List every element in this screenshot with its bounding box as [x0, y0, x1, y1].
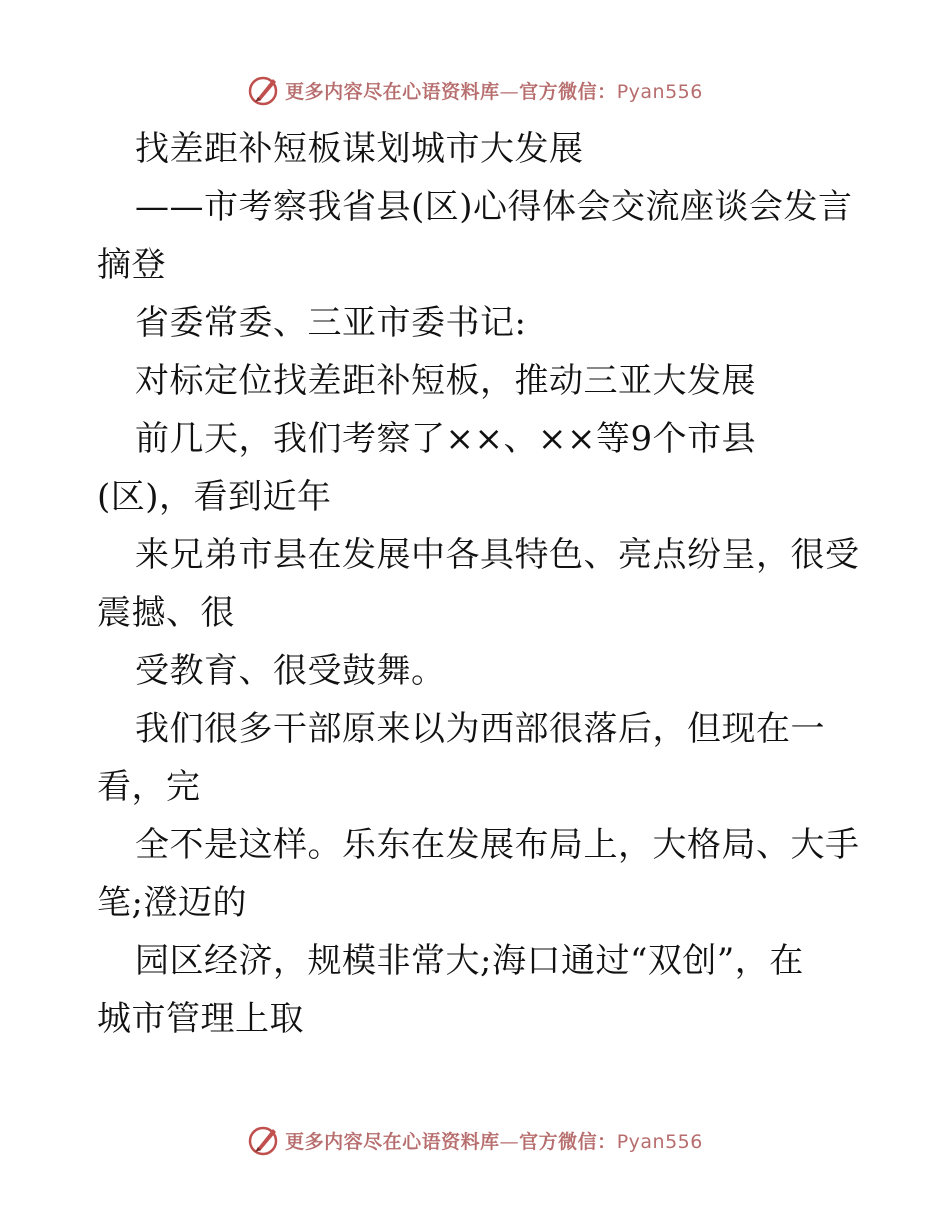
banner-site-text: 更多内容尽在心语资料库	[285, 80, 500, 103]
banner-wechat-label: 官方微信：	[519, 1130, 617, 1153]
document-title: 找差距补短板谋划城市大发展	[135, 129, 584, 169]
paragraph-line: 全不是这样。乐东在发展布局上，大格局、大手	[135, 825, 860, 865]
footer-banner	[0, 1120, 950, 1160]
paragraph-line: 摘登	[97, 245, 166, 285]
paragraph-line: 我们很多干部原来以为西部很落后，但现在一	[135, 709, 825, 749]
document-body	[97, 120, 860, 1048]
banner-site-text: 更多内容尽在心语资料库	[285, 1130, 500, 1153]
paragraph-line: 受教育、很受鼓舞。	[135, 651, 446, 691]
paragraph-line: 看，完	[97, 767, 201, 807]
paragraph-line: 前几天，我们考察了××、××等9个市县	[135, 419, 757, 459]
banner-wechat-label: 官方微信：	[519, 80, 617, 103]
document-subtitle: ——市考察我省县(区)心得体会交流座谈会发言	[135, 187, 853, 227]
banner-wechat-id: Pyan556	[616, 80, 703, 103]
quill-pen-logo-icon	[247, 73, 281, 107]
banner-text	[285, 1127, 703, 1154]
paragraph-line: (区)，看到近年	[97, 477, 332, 517]
banner-wechat-id: Pyan556	[616, 1130, 703, 1153]
paragraph-line: 震撼、很	[97, 593, 235, 633]
banner-separator: —	[499, 1130, 520, 1153]
paragraph-line: 城市管理上取	[97, 999, 304, 1039]
quill-pen-logo-icon	[247, 1123, 281, 1157]
section-heading: 对标定位找差距补短板，推动三亚大发展	[135, 361, 756, 401]
banner-separator: —	[499, 80, 520, 103]
banner-text	[285, 77, 703, 104]
paragraph-line: 来兄弟市县在发展中各具特色、亮点纷呈，很受	[135, 535, 860, 575]
header-banner	[0, 70, 950, 110]
paragraph-line: 园区经济，规模非常大;海口通过“双创”，在	[135, 941, 804, 981]
speaker-line: 省委常委、三亚市委书记:	[135, 303, 527, 343]
paragraph-line: 笔;澄迈的	[97, 883, 247, 923]
